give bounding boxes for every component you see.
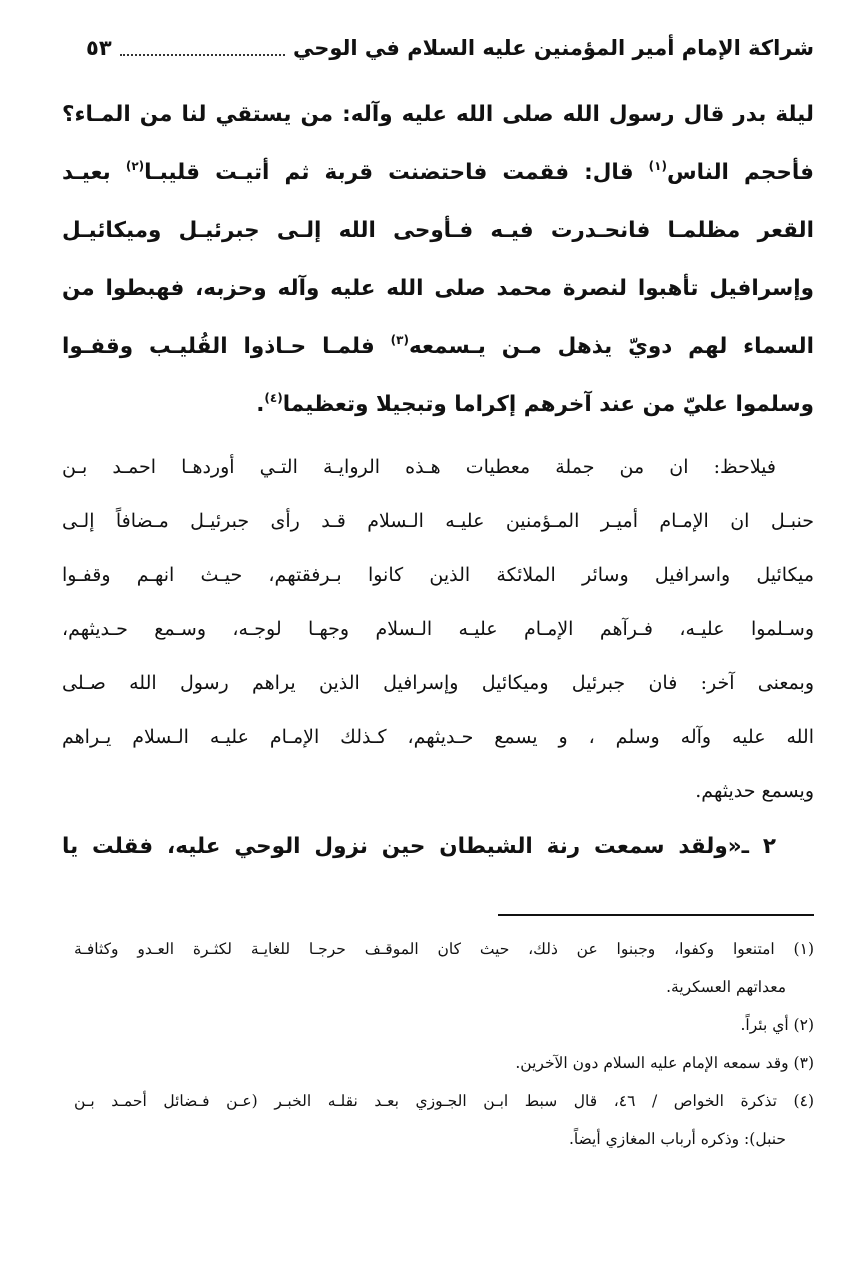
footnote-4-continued: حنبل): وذكره أرباب المغازي أيضاً.	[568, 1130, 786, 1148]
footnote-3: (٣) وقد سمعه الإمام عليه السلام دون الآخرين.	[515, 1054, 814, 1072]
text-line: وسـلموا عليـه، فـرآهم الإمـام عليـه الـسلام وجهـا لوجـه، وسـمع حـديثهم،	[62, 618, 814, 640]
text-line: ليلة بدر قال رسول الله صلى الله عليه وآله: من يستقي لنا من المـاء؟	[62, 102, 814, 127]
footnote-4: (٤) تذكرة الخواص / ٤٦، قال سبط ابـن الجـوزي بعـد نقلـه الخبـر (عـن فـضائل أحمـد بـن	[74, 1092, 814, 1110]
text-line: ٢ ـ«ولقد سمعت رنة الشيطان حين نزول الوحي عليه، فقلت يا	[62, 834, 776, 859]
text-line: فأحجم الناس$^{(١)}$ قال: فقمت فاحتضنت قربة ثم أتيـت قليبـا$^{(٢)}$ بعيـد	[62, 159, 814, 185]
footnote-2: (٢) أي بئراً.	[740, 1016, 814, 1034]
footnote-marker: (٤)	[264, 391, 283, 405]
footnote-marker: (٣)	[390, 333, 409, 347]
text-line: ويسمع حديثهم.	[695, 780, 814, 802]
main-text	[62, 86, 814, 876]
footnote-1-continued: معداتهم العسكرية.	[666, 978, 786, 996]
text-line: السماء لهم دويّ يذهل مـن يـسمعه$^{(٣)}$ فلمـا حـاذوا القُليـب وقفـوا	[62, 333, 814, 359]
text-line: الله عليه وآله وسلم ، و يسمع حـديثهم، كـذلك الإمـام عليـه الـسلام يـراهم	[62, 726, 814, 748]
text-line: حنبـل ان الإمـام أميـر المـؤمنين عليـه الـسلام قـد رأى جبرئيـل مـضافاً إلـى	[62, 510, 814, 532]
text-line: ميكائيل واسرافيل وسائر الملائكة الذين كانوا بـرفقتهم، حيـث انهـم وقفـوا	[62, 564, 814, 586]
footnotes	[74, 930, 814, 1158]
footnote-marker: (١)	[648, 159, 667, 173]
text-line: وإسرافيل تأهبوا لنصرة محمد صلى الله عليه وآله وحزبه، فهبطوا من	[62, 276, 814, 301]
text-line: القعر مظلمـا فانحـدرت فيـه فـأوحى الله إلـى جبرئيـل وميكائيـل	[62, 218, 814, 243]
text-line: فيلاحظ: ان من جملة معطيات هـذه الروايـة التـي أوردهـا احمـد بـن	[62, 456, 776, 478]
footnote-1: (١) امتنعوا وكفوا، وجبنوا عن ذلك، حيث كان الموقـف حرجـا للغايـة لكثـرة العـدو وكثافـة	[74, 940, 814, 958]
footnote-marker: (٢)	[125, 159, 145, 173]
running-title: شراكة الإمام أمير المؤمنين عليه السلام في الوحي	[292, 36, 814, 60]
footnote-separator	[498, 914, 814, 916]
text-line: وبمعنى آخر: فان جبرئيل وميكائيل وإسرافيل الذين يراهم رسول الله صـلى	[62, 672, 814, 694]
running-header	[86, 26, 814, 70]
dotted-leader	[120, 40, 285, 56]
text-line: وسلموا عليّ من عند آخرهم إكراما وتبجيلا وتعظيما$^{(٤)}$.	[256, 391, 814, 417]
page-number: ٥٣	[86, 36, 112, 60]
